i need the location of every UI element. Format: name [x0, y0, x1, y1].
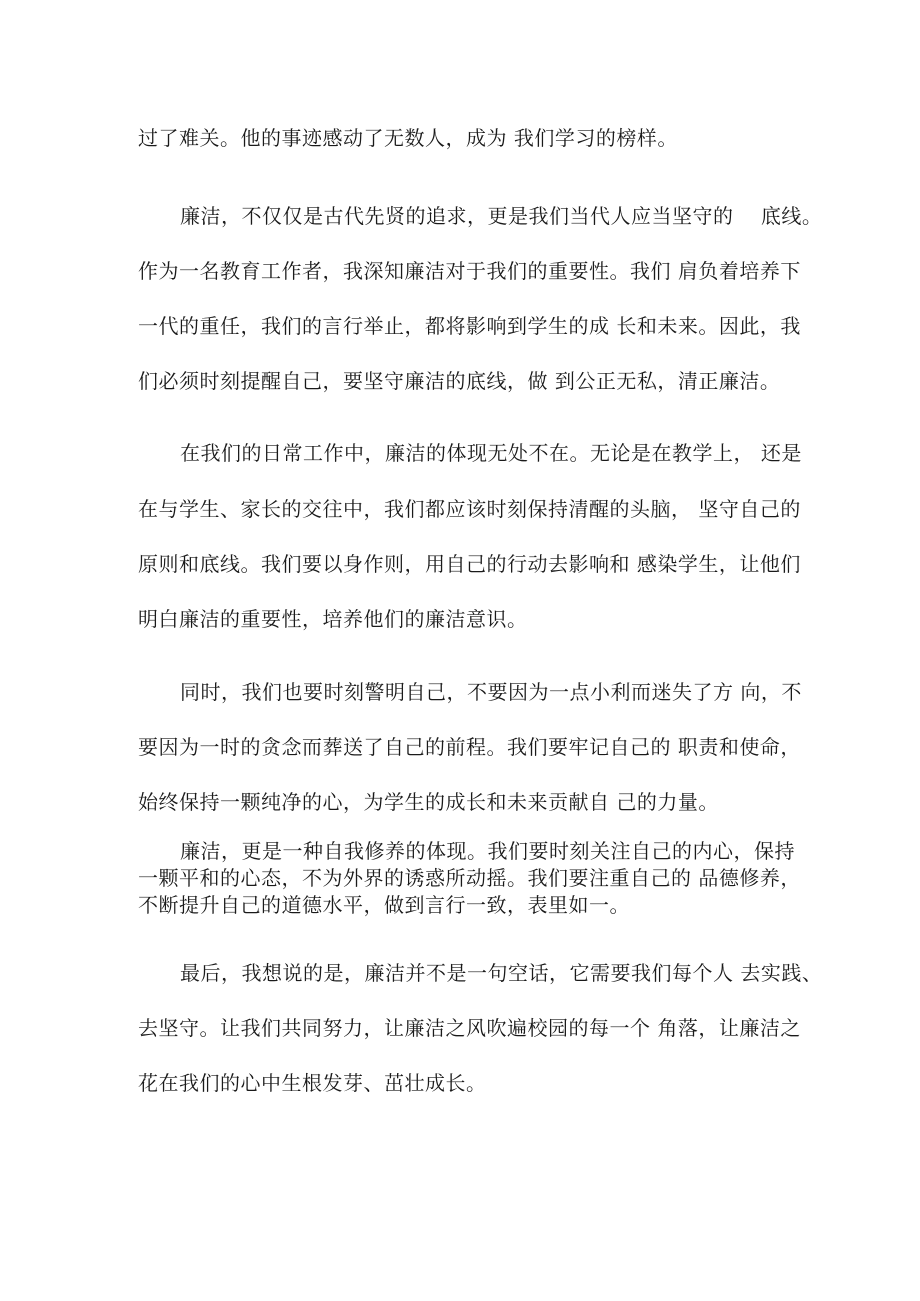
- paragraph-line: 最后，我想说的是，廉洁并不是一句空话，它需要我们每个人 去实践、: [180, 961, 823, 985]
- paragraph-line: 原则和底线。我们要以身作则，用自己的行动去影响和 感染学生，让他们: [138, 552, 801, 576]
- paragraph-line: 始终保持一颗纯净的心，为学生的成长和未来贡献自 己的力量。: [138, 790, 719, 814]
- paragraph-line: 廉洁，不仅仅是古代先贤的追求，更是我们当代人应当坚守的 底线。: [180, 204, 823, 228]
- paragraph-line: 过了难关。他的事迹感动了无数人，成为 我们学习的榜样。: [138, 126, 678, 150]
- paragraph-line: 们必须时刻提醒自己，要坚守廉洁的底线，做 到公正无私，清正廉洁。: [138, 369, 781, 393]
- paragraph-line: 明白廉洁的重要性，培养他们的廉洁意识。: [138, 607, 528, 631]
- paragraph-line: 花在我们的心中生根发芽、茁壮成长。: [138, 1071, 487, 1095]
- paragraph-line: 同时，我们也要时刻警明自己，不要因为一点小利而迷失了方 向，不: [180, 680, 802, 704]
- paragraph-line: 去坚守。让我们共同努力，让廉洁之风吹遍校园的每一个 角落，让廉洁之: [138, 1016, 801, 1040]
- paragraph-line: 在与学生、家长的交往中，我们都应该时刻保持清醒的头脑， 坚守自己的: [138, 497, 801, 521]
- paragraph-line: 一颗平和的心态，不为外界的诱惑所动摇。我们要注重自己的 品德修养，: [138, 866, 801, 890]
- paragraph-line: 廉洁，更是一种自我修养的体现。我们要时刻关注自己的内心，保持: [180, 839, 795, 863]
- paragraph-line: 要因为一时的贪念而葬送了自己的前程。我们要牢记自己的 职责和使命，: [138, 735, 801, 759]
- paragraph-line: 一代的重任，我们的言行举止，都将影响到学生的成 长和未来。因此，我: [138, 314, 801, 338]
- paragraph-line: 在我们的日常工作中，廉洁的体现无处不在。无论是在教学上， 还是: [180, 441, 802, 465]
- paragraph-line: 不断提升自己的道德水平，做到言行一致，表里如一。: [138, 893, 630, 917]
- paragraph-line: 作为一名教育工作者，我深知廉洁对于我们的重要性。我们 肩负着培养下: [138, 259, 801, 283]
